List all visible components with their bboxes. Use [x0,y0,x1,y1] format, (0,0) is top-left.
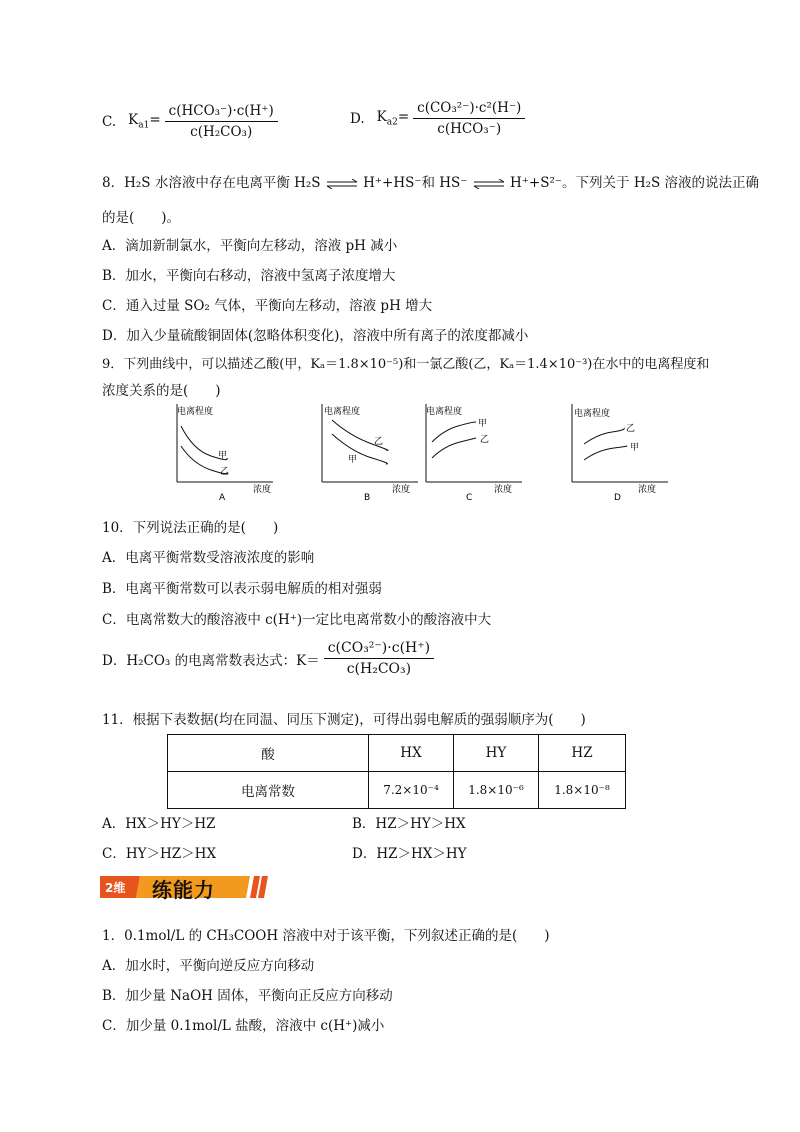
y-axis-label: 电离程度 [426,407,463,417]
table-row [168,772,626,809]
y-axis-label: 电离程度 [177,407,214,417]
graph-b [310,398,430,502]
q11-option-c: C．HY＞HZ＞HX [102,846,217,862]
q10-option-d [102,640,434,677]
curve-label-jia: 甲 [478,419,488,429]
table-header-row [168,735,626,772]
q8-text-part2: H⁺+HS⁻和 HS⁻ [363,175,468,191]
fraction-numerator: c(HCO₃⁻)·c(H⁺) [165,103,278,122]
q10-option-d-fraction [324,640,434,677]
q11-stem: 11．根据下表数据(均在同温、同压下测定)，可得出弱电解质的强弱顺序为( ) [102,712,586,728]
q8-option-d: D．加入少量硫酸铜固体(忽略体积变化)，溶液中所有离子的浓度都减小 [102,328,529,344]
s1-option-c: C．加少量 0.1mol/L 盐酸，溶液中 c(H⁺)减小 [102,1018,385,1034]
curve-label-yi: 乙 [220,467,230,477]
q8-stem-line2: 的是( )。 [102,210,181,226]
s1-option-b: B．加少量 NaOH 固体，平衡向正反应方向移动 [102,988,393,1004]
q10-option-d-text: D．H₂CO₃ 的电离常数表达式：K＝ [102,652,320,669]
x-axis-label: 浓度 [638,485,657,495]
fraction-denominator: c(HCO₃⁻) [437,121,502,137]
fraction-numerator: c(CO₃²⁻)·c²(H⁻) [413,100,525,119]
graph-letter: C [466,493,473,502]
fraction-denominator: c(H₂CO₃) [346,661,412,677]
graph-c [414,398,534,502]
table-header-cell: 酸 [168,735,369,772]
x-axis-label: 浓度 [494,485,513,495]
option-c-label: C. [102,113,117,130]
section-badge-number: 2维 [105,881,126,895]
table-cell: 1.8×10⁻⁶ [454,772,539,809]
table-cell: 7.2×10⁻⁴ [369,772,454,809]
acid-constants-table [167,734,626,809]
fraction-denominator: c(H₂CO₃) [190,124,253,140]
curve-label-jia: 甲 [630,443,640,453]
q9-stem-line1: 9．下列曲线中，可以描述乙酸(甲，Kₐ＝1.8×10⁻⁵)和一氯乙酸(乙，Kₐ＝1.4×10⁻³)在水中的电离程度和 [102,357,710,372]
table-header-cell: HX [369,735,454,772]
option-d-k: $K_{a2}=$ [376,109,410,128]
table-header-cell: HY [454,735,539,772]
q10-stem: 10．下列说法正确的是( ) [102,520,279,536]
curve-label-yi: 乙 [374,437,384,447]
q8-option-c: C．通入过量 SO₂ 气体，平衡向左移动，溶液 pH 增大 [102,298,433,314]
option-d-fraction [413,100,525,137]
graph-letter: A [219,493,226,502]
q8-stem-line1 [102,171,759,191]
curve-label-jia: 甲 [348,455,358,465]
option-c-k: $K_{a1}=$ [128,112,161,131]
graph-letter: B [364,493,371,502]
k-symbol: K [376,109,387,126]
table-header-cell: HZ [539,735,626,772]
x-axis-label: 浓度 [253,485,272,495]
equilibrium-arrow-icon [472,179,506,189]
option-d-formula [350,100,525,137]
q10-option-c: C．电离常数大的酸溶液中 c(H⁺)一定比电离常数小的酸溶液中大 [102,612,492,628]
option-c-fraction [165,103,278,140]
q8-option-b: B．加水，平衡向右移动，溶液中氢离子浓度增大 [102,268,396,284]
k-subscript: a2 [386,117,398,128]
curve-label-yi: 乙 [480,435,490,445]
graph-d [560,398,680,502]
s1-option-a: A．加水时，平衡向逆反应方向移动 [102,958,315,974]
section-header [100,872,272,902]
q11-option-b: B．HZ＞HY＞HX [352,816,466,832]
option-c-formula [102,103,278,140]
s1-stem: 1．0.1mol/L 的 CH₃COOH 溶液中对于该平衡，下列叙述正确的是( ) [102,928,550,944]
q10-option-b: B．电离平衡常数可以表示弱电解质的相对强弱 [102,581,382,597]
q9-stem-line2: 浓度关系的是( ) [102,383,221,399]
section-title: 练能力 [152,878,215,902]
table-cell: 电离常数 [168,772,369,809]
table-cell: 1.8×10⁻⁸ [539,772,626,809]
q11-option-d: D．HZ＞HX＞HY [352,846,467,862]
graph-letter: D [614,493,621,502]
curve-yi [432,438,476,458]
curve-label-yi: 乙 [626,424,636,434]
q10-option-a: A．电离平衡常数受溶液浓度的影响 [102,550,315,566]
y-axis-label: 电离程度 [574,409,611,419]
curve-jia [432,422,476,442]
q8-text-part3: H⁺+S²⁻。下列关于 H₂S 溶液的说法正确 [510,175,760,191]
k-subscript: a1 [138,120,150,131]
y-axis-label: 电离程度 [324,407,361,417]
fraction-numerator: c(CO₃²⁻)·c(H⁺) [324,640,434,659]
curve-yi [584,428,624,444]
equilibrium-arrow-icon [325,179,359,189]
curve-label-jia: 甲 [218,451,228,461]
graph-a [165,398,285,502]
curve-jia [584,446,627,460]
q8-option-a: A．滴加新制氯水，平衡向左移动，溶液 pH 减小 [102,238,398,254]
q11-option-a: A．HX＞HY＞HZ [102,816,216,832]
k-symbol: K [128,112,139,129]
q8-text-part1: 8．H₂S 水溶液中存在电离平衡 H₂S [102,175,321,191]
option-d-label: D. [350,110,365,127]
x-axis-label: 浓度 [392,485,411,495]
